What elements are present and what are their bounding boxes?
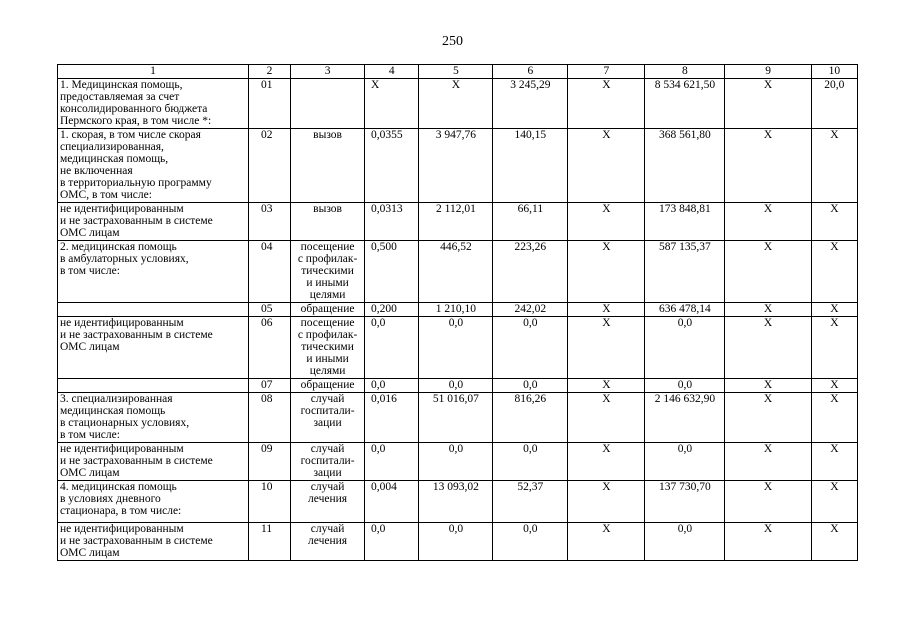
volume-norm: 0,004 [365,481,419,523]
cost-norm: 0,0 [419,317,493,379]
row-description: не идентифицированным и не застрахованным в системе ОМС лицам [58,203,249,241]
row-code: 05 [249,303,291,317]
per-capita-oms: X [568,481,645,523]
cost-norm: X [419,79,493,129]
percent-of-total: X [811,203,857,241]
per-capita-oms: X [568,241,645,303]
table-row [58,303,858,317]
row-description: 1. Медицинская помощь, предоставляемая за счет консолидированного бюджета Пермского края, в том числе *: [58,79,249,129]
table-row [58,393,858,443]
total-oms: X [725,79,811,129]
per-capita-cost: 3 245,29 [493,79,568,129]
percent-of-total: X [811,241,857,303]
unit-of-measure: вызов [291,203,365,241]
cost-norm: 2 112,01 [419,203,493,241]
total-oms: X [725,203,811,241]
total-cost: 587 135,37 [645,241,725,303]
total-cost: 173 848,81 [645,203,725,241]
row-description: не идентифицированным и не застрахованным в системе ОМС лицам [58,317,249,379]
row-code: 09 [249,443,291,481]
column-number: 8 [645,65,725,79]
unit-of-measure: вызов [291,129,365,203]
volume-norm: 0,0 [365,523,419,561]
total-oms: X [725,129,811,203]
volume-norm: 0,200 [365,303,419,317]
cost-norm: 0,0 [419,443,493,481]
per-capita-cost: 0,0 [493,443,568,481]
table-row [58,481,858,523]
per-capita-oms: X [568,317,645,379]
volume-norm: 0,016 [365,393,419,443]
total-oms: X [725,443,811,481]
column-number-row [58,65,858,79]
total-oms: X [725,317,811,379]
percent-of-total: X [811,317,857,379]
volume-norm: 0,0 [365,443,419,481]
cost-norm: 446,52 [419,241,493,303]
total-cost: 368 561,80 [645,129,725,203]
row-description [58,303,249,317]
row-code: 04 [249,241,291,303]
total-oms: X [725,241,811,303]
total-cost: 0,0 [645,317,725,379]
total-cost: 0,0 [645,443,725,481]
per-capita-oms: X [568,393,645,443]
total-cost: 636 478,14 [645,303,725,317]
unit-of-measure: обращение [291,379,365,393]
volume-norm: 0,0 [365,317,419,379]
row-description: 4. медицинская помощь в условиях дневного стационара, в том числе: [58,481,249,523]
unit-of-measure: посещение с профилак- тическими и иными целями [291,241,365,303]
table-row [58,203,858,241]
row-code: 08 [249,393,291,443]
total-oms: X [725,481,811,523]
data-table [57,64,858,561]
cost-norm: 3 947,76 [419,129,493,203]
table-row [58,317,858,379]
row-description: не идентифицированным и не застрахованным в системе ОМС лицам [58,523,249,561]
table-row [58,129,858,203]
unit-of-measure [291,79,365,129]
unit-of-measure: случай госпитали- зации [291,393,365,443]
row-code: 01 [249,79,291,129]
total-oms: X [725,523,811,561]
total-cost: 0,0 [645,523,725,561]
column-number: 9 [725,65,811,79]
volume-norm: 0,0355 [365,129,419,203]
per-capita-cost: 140,15 [493,129,568,203]
per-capita-cost: 816,26 [493,393,568,443]
unit-of-measure: обращение [291,303,365,317]
per-capita-oms: X [568,79,645,129]
volume-norm: 0,0313 [365,203,419,241]
cost-norm: 1 210,10 [419,303,493,317]
per-capita-oms: X [568,203,645,241]
row-description: 1. скорая, в том числе скорая специализированная, медицинская помощь, не включенная в территориальную программу ОМС, в том числе: [58,129,249,203]
table-row [58,79,858,129]
column-number: 2 [249,65,291,79]
table-row [58,379,858,393]
column-number: 3 [291,65,365,79]
percent-of-total: X [811,523,857,561]
percent-of-total: X [811,481,857,523]
cost-norm: 51 016,07 [419,393,493,443]
total-cost: 0,0 [645,379,725,393]
per-capita-cost: 0,0 [493,379,568,393]
per-capita-oms: X [568,523,645,561]
percent-of-total: X [811,379,857,393]
unit-of-measure: случай лечения [291,481,365,523]
page-number: 250 [442,34,463,49]
volume-norm: 0,0 [365,379,419,393]
percent-of-total: X [811,393,857,443]
row-code: 06 [249,317,291,379]
column-number: 6 [493,65,568,79]
unit-of-measure: случай лечения [291,523,365,561]
row-code: 02 [249,129,291,203]
row-description: 3. специализированная медицинская помощь в стационарных условиях, в том числе: [58,393,249,443]
per-capita-cost: 52,37 [493,481,568,523]
total-cost: 2 146 632,90 [645,393,725,443]
percent-of-total: X [811,129,857,203]
per-capita-cost: 223,26 [493,241,568,303]
per-capita-cost: 66,11 [493,203,568,241]
row-description: 2. медицинская помощь в амбулаторных условиях, в том числе: [58,241,249,303]
unit-of-measure: посещение с профилак- тическими и иными целями [291,317,365,379]
cost-norm: 0,0 [419,523,493,561]
per-capita-cost: 0,0 [493,317,568,379]
table-row [58,241,858,303]
row-description: не идентифицированным и не застрахованным в системе ОМС лицам [58,443,249,481]
row-code: 03 [249,203,291,241]
volume-norm: 0,500 [365,241,419,303]
column-number: 4 [365,65,419,79]
total-oms: X [725,379,811,393]
per-capita-oms: X [568,129,645,203]
total-cost: 8 534 621,50 [645,79,725,129]
cost-norm: 13 093,02 [419,481,493,523]
row-code: 10 [249,481,291,523]
column-number: 10 [811,65,857,79]
column-number: 7 [568,65,645,79]
cost-norm: 0,0 [419,379,493,393]
total-cost: 137 730,70 [645,481,725,523]
per-capita-cost: 242,02 [493,303,568,317]
per-capita-cost: 0,0 [493,523,568,561]
percent-of-total: X [811,443,857,481]
per-capita-oms: X [568,443,645,481]
table-row [58,443,858,481]
row-code: 11 [249,523,291,561]
row-code: 07 [249,379,291,393]
unit-of-measure: случай госпитали- зации [291,443,365,481]
percent-of-total: 20,0 [811,79,857,129]
percent-of-total: X [811,303,857,317]
total-oms: X [725,303,811,317]
total-oms: X [725,393,811,443]
column-number: 1 [58,65,249,79]
column-number: 5 [419,65,493,79]
row-description [58,379,249,393]
table-row [58,523,858,561]
volume-norm: X [365,79,419,129]
per-capita-oms: X [568,379,645,393]
per-capita-oms: X [568,303,645,317]
